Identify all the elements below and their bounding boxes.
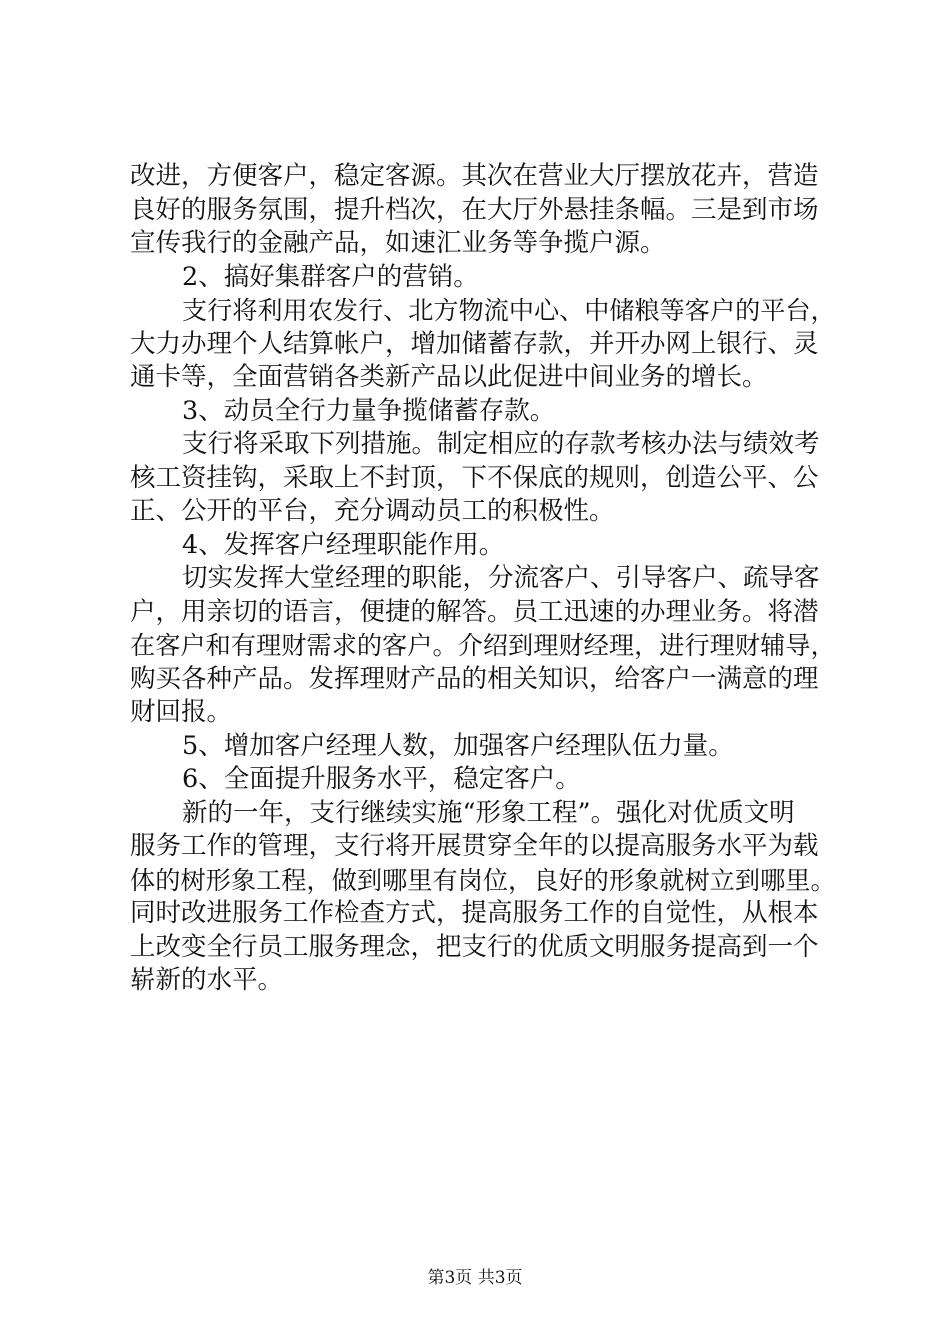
body-line: 大力办理个人结算帐户，增加储蓄存款，并开办网上银行、灵	[130, 328, 819, 359]
page-footer: 第3页 共3页	[427, 1268, 523, 1288]
body-line: 核工资挂钩，采取上不封顶，下不保底的规则，创造公平、公	[130, 462, 819, 493]
body-line: 服务工作的管理，支行将开展贯穿全年的以提高服务水平为载	[130, 831, 819, 861]
body-line: 切实发挥大堂经理的职能，分流客户、引导客户、疏导客	[182, 563, 820, 593]
body-line: 支行将采取下列措施。制定相应的存款考核办法与绩效考	[182, 429, 820, 459]
body-line: 3、动员全行力量争揽储蓄存款。	[182, 395, 556, 426]
body-line: 通卡等，全面营销各类新产品以此促进中间业务的增长。	[130, 362, 768, 392]
body-line: 购买各种产品。发挥理财产品的相关知识，给客户一满意的理	[130, 663, 819, 694]
document-body	[130, 160, 836, 998]
body-line: 在客户和有理财需求的客户。介绍到理财经理，进行理财辅导，	[130, 631, 836, 660]
body-line: 户，用亲切的语言，便捷的解答。员工迅速的办理业务。将潜	[130, 596, 819, 627]
body-line: 同时改进服务工作检查方式，提高服务工作的自觉性，从根本	[130, 898, 819, 928]
body-line: 新的一年，支行继续实施“形象工程”。强化对优质文明	[182, 797, 795, 828]
body-line: 6、全面提升服务水平，稳定客户。	[182, 764, 581, 794]
body-line: 支行将利用农发行、北方物流中心、中储粮等客户的平台，	[182, 296, 836, 325]
body-line: 体的树形象工程，做到哪里有岗位，良好的形象就树立到哪里。	[130, 865, 836, 895]
body-line: 崭新的水平。	[130, 965, 284, 995]
body-line: 4、发挥客户经理职能作用。	[182, 529, 505, 560]
body-line: 良好的服务氛围，提升档次，在大厅外悬挂条幅。三是到市场	[130, 194, 819, 225]
body-line: 改进，方便客户，稳定客源。其次在营业大厅摆放花卉，营造	[130, 161, 819, 191]
body-line: 财回报。	[130, 697, 233, 727]
body-line: 宣传我行的金融产品，如速汇业务等争揽户源。	[130, 228, 666, 258]
body-line: 正、公开的平台，充分调动员工的积极性。	[130, 496, 615, 526]
body-line: 2、搞好集群客户的营销。	[182, 261, 479, 292]
body-line: 上改变全行员工服务理念，把支行的优质文明服务提高到一个	[130, 931, 819, 962]
body-line: 5、增加客户经理人数，加强客户经理队伍力量。	[182, 730, 734, 761]
